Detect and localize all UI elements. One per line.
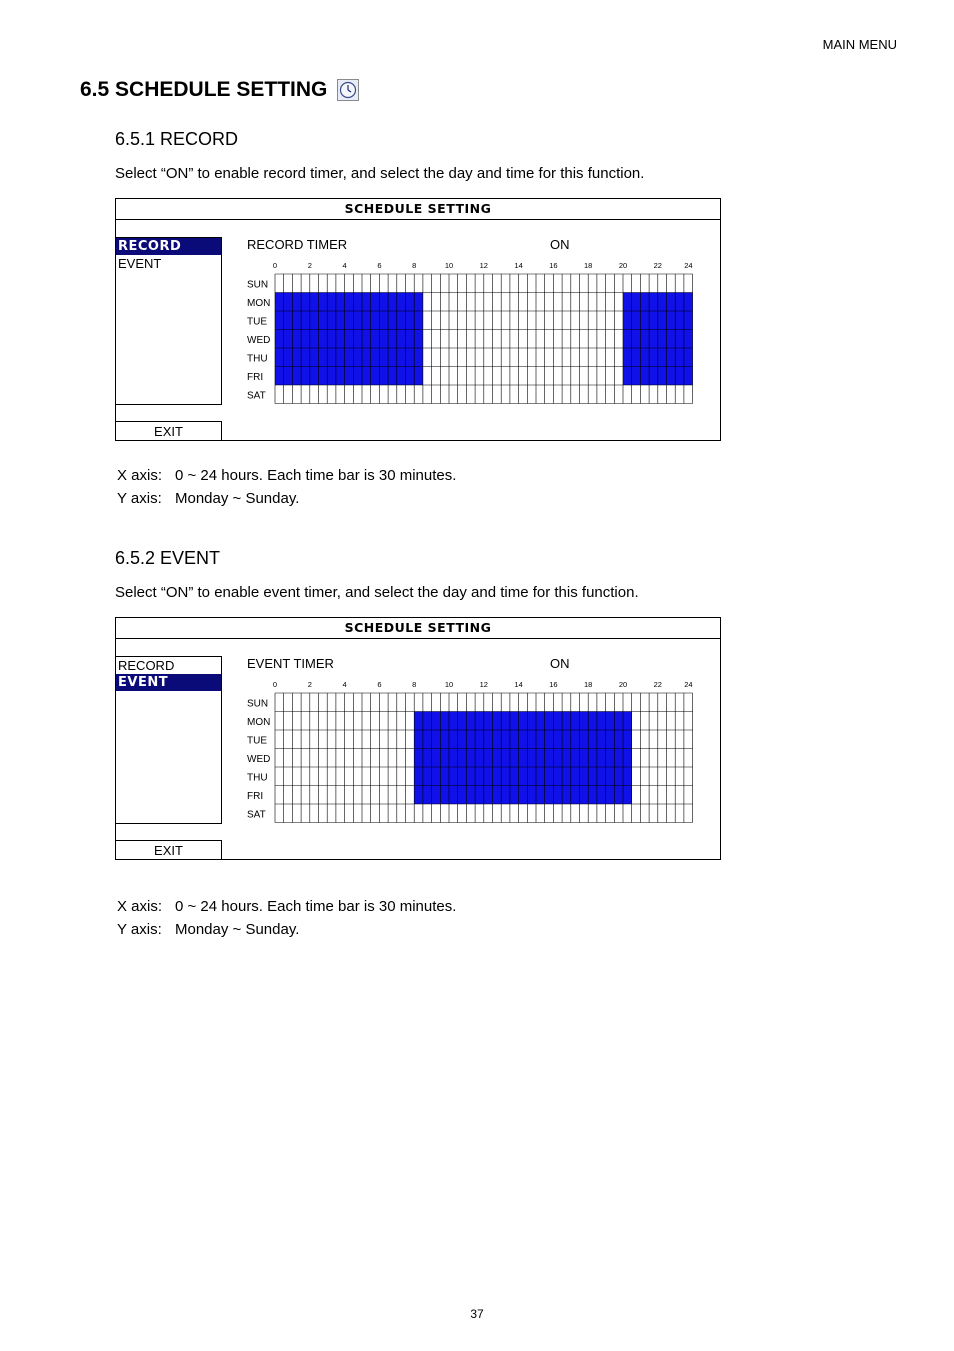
- day-label: WED: [247, 334, 271, 346]
- timer-state-toggle[interactable]: ON: [550, 237, 570, 252]
- active-time-block[interactable]: [275, 348, 423, 367]
- note-value: Monday ~ Sunday.: [175, 921, 300, 938]
- note-value: 0 ~ 24 hours. Each time bar is 30 minutes.: [175, 467, 457, 484]
- exit-button[interactable]: EXIT: [116, 421, 222, 441]
- record-schedule-grid[interactable]: [244, 257, 714, 407]
- active-time-block[interactable]: [414, 712, 632, 731]
- active-time-block[interactable]: [275, 293, 423, 312]
- event-y-axis-note: [117, 921, 299, 938]
- active-time-block[interactable]: [275, 311, 423, 330]
- hour-tick-label: 12: [479, 680, 488, 689]
- hour-tick-label: 10: [444, 680, 454, 689]
- hour-tick-label: 14: [514, 261, 523, 270]
- hour-tick-label: 6: [377, 680, 382, 689]
- section-title: [80, 78, 359, 102]
- hour-tick-label: 10: [444, 261, 454, 270]
- event-schedule-grid[interactable]: [244, 676, 714, 826]
- day-label: MON: [247, 716, 271, 728]
- hour-tick-label: 14: [514, 680, 523, 689]
- event-subtitle: 6.5.2 EVENT: [115, 548, 221, 568]
- note-value: 0 ~ 24 hours. Each time bar is 30 minutes.: [175, 898, 457, 915]
- timer-state-toggle[interactable]: ON: [550, 656, 570, 671]
- event-x-axis-note: [117, 898, 456, 915]
- day-label: SUN: [247, 279, 269, 291]
- timer-label: EVENT TIMER: [247, 656, 334, 671]
- active-time-block[interactable]: [275, 330, 423, 349]
- hour-tick-label: 18: [584, 680, 593, 689]
- day-label: FRI: [247, 790, 264, 802]
- hour-tick-label: 16: [549, 680, 558, 689]
- day-label: WED: [247, 753, 271, 765]
- hour-tick-label: 20: [618, 261, 628, 270]
- day-label: THU: [247, 353, 268, 365]
- record-x-axis-note: [117, 467, 456, 484]
- menu-item-event[interactable]: EVENT: [118, 256, 162, 271]
- active-time-block[interactable]: [414, 786, 632, 805]
- record-y-axis-note: [117, 490, 299, 507]
- side-menu: [116, 237, 222, 405]
- day-label: FRI: [247, 371, 264, 383]
- hour-tick-label: 24: [684, 261, 693, 270]
- record-subtitle: 6.5.1 RECORD: [115, 129, 239, 149]
- active-time-block[interactable]: [414, 767, 632, 786]
- exit-button[interactable]: EXIT: [116, 840, 222, 860]
- hour-tick-label: 22: [653, 261, 662, 270]
- hour-tick-label: 8: [412, 261, 417, 270]
- day-label: TUE: [247, 316, 267, 328]
- hour-tick-label: 2: [307, 680, 312, 689]
- hour-tick-label: 24: [684, 680, 693, 689]
- day-label: THU: [247, 772, 268, 784]
- record-description: Select “ON” to enable record timer, and select the day and time for this function.: [115, 165, 645, 182]
- timer-label: RECORD TIMER: [247, 237, 348, 252]
- hour-tick-label: 6: [377, 261, 382, 270]
- hour-tick-label: 2: [307, 261, 312, 270]
- side-menu: [116, 656, 222, 824]
- note-key: Y axis:: [117, 921, 162, 938]
- hour-tick-label: 22: [653, 680, 662, 689]
- hour-tick-label: 8: [412, 680, 417, 689]
- hour-tick-label: 4: [342, 680, 347, 689]
- active-time-block[interactable]: [414, 749, 632, 768]
- menu-item-record[interactable]: RECORD: [118, 658, 175, 673]
- event-schedule-panel: [115, 617, 721, 860]
- note-key: Y axis:: [117, 490, 162, 507]
- active-time-block[interactable]: [414, 730, 632, 749]
- day-label: SAT: [247, 390, 266, 402]
- note-key: X axis:: [117, 898, 163, 915]
- day-label: TUE: [247, 735, 267, 747]
- hour-tick-label: 0: [272, 680, 278, 689]
- day-label: SUN: [247, 698, 269, 710]
- menu-item-event[interactable]: EVENT: [116, 674, 221, 691]
- page-number: 37: [470, 1307, 484, 1321]
- hour-tick-label: 12: [479, 261, 488, 270]
- event-description: Select “ON” to enable event timer, and select the day and time for this function.: [115, 584, 639, 601]
- panel-title: SCHEDULE SETTING: [116, 199, 720, 220]
- section-title-text: 6.5 SCHEDULE SETTING: [80, 78, 328, 101]
- active-time-block[interactable]: [275, 367, 423, 386]
- day-label: SAT: [247, 809, 266, 821]
- hour-tick-label: 20: [618, 680, 628, 689]
- note-value: Monday ~ Sunday.: [175, 490, 300, 507]
- panel-title: SCHEDULE SETTING: [116, 618, 720, 639]
- hour-tick-label: 0: [272, 261, 278, 270]
- record-schedule-panel: [115, 198, 721, 441]
- menu-item-record[interactable]: RECORD: [116, 238, 221, 255]
- hour-tick-label: 4: [342, 261, 347, 270]
- day-label: MON: [247, 297, 271, 309]
- hour-tick-label: 16: [549, 261, 558, 270]
- hour-tick-label: 18: [584, 261, 593, 270]
- note-key: X axis:: [117, 467, 163, 484]
- header-main-menu: MAIN MENU: [822, 37, 897, 52]
- clock-icon: [337, 79, 359, 101]
